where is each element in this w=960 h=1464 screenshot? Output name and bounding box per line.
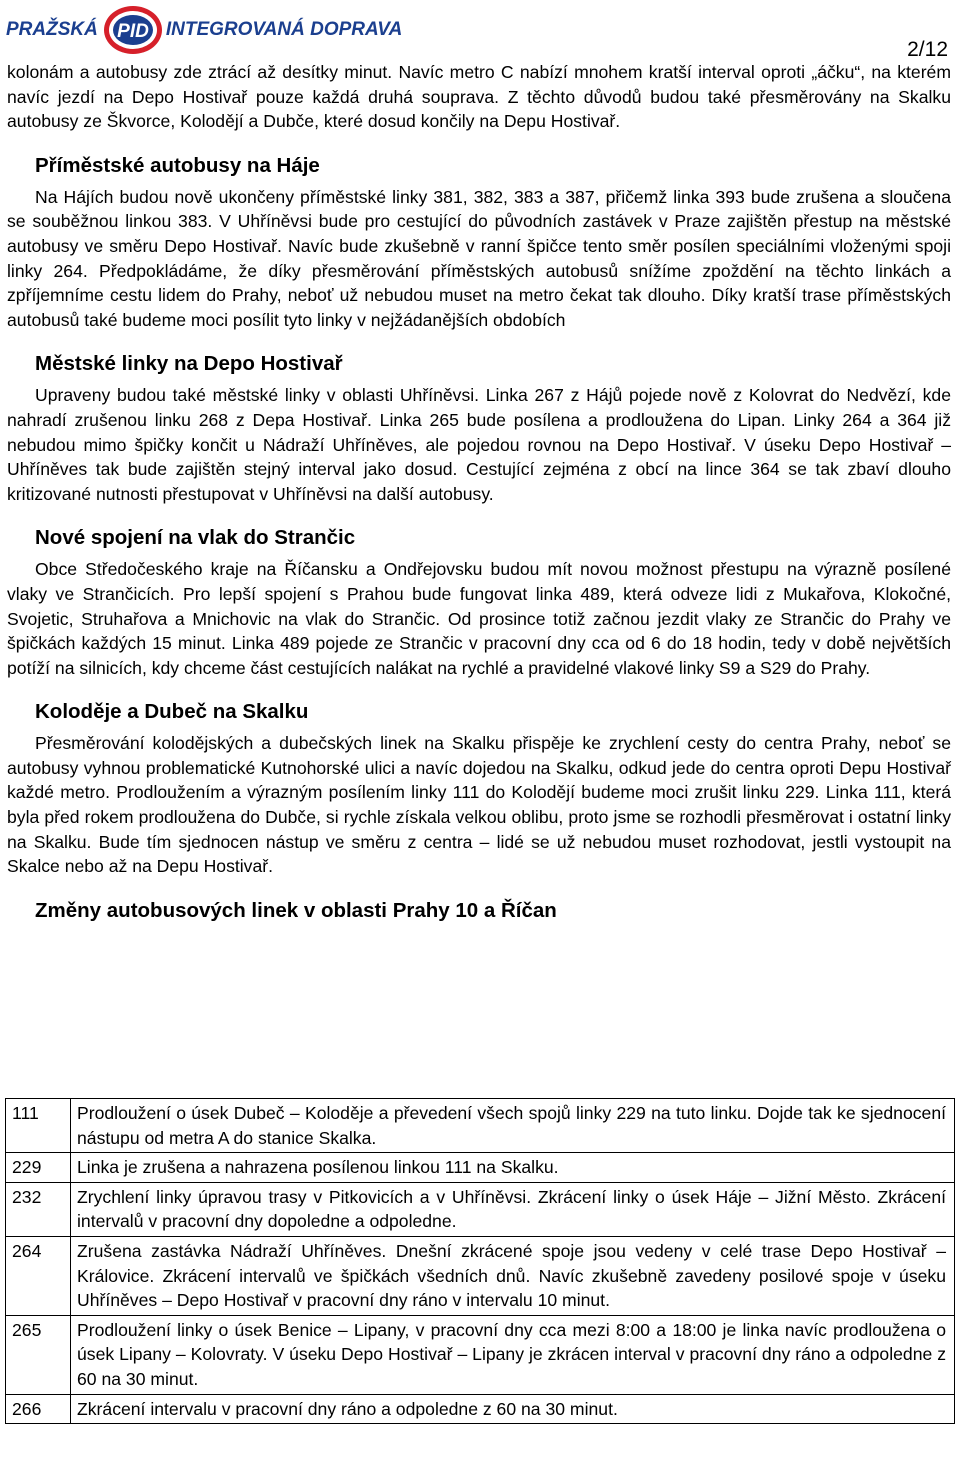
intro-paragraph: kolonám a autobusy zde ztrácí až desítky minut. Navíc metro C nabízí mnohem kratší interval oproti „áčku“, na kterém navíc jezdí na Depo Hostivař pouze každá druhá souprava. Z těchto důvodů budou také přesměrovány na Skalku autobusy ze Škvorce, Kolodějí a Dubče, které dosud končily na Depu Hostivař. (7, 62, 951, 132)
section-heading-mestske: Městské linky na Depo Hostivař (35, 352, 343, 376)
document-body (7, 60, 951, 924)
section-text-primestske: Na Hájích budou nově ukončeny příměstské linky 381, 382, 383 a 387, přičemž linka 393 bude zrušena a sloučena se souběžnou linkou 383. V Uhříněvsi bude pro cestující do původních zastávek v Praze zajištěn přestup na městské autobusy ve směru Depo Hostivař. Navíc bude zkušebně v ranní špičce tento směr posílen speciálními vloženými spoji linky 264. Předpokládáme, že díky přesměrování příměstských autobusů snížíme zpoždění na těchto linkách a zpříjemníme cestu lidem do Prahy, neboť už nebudou muset na metro čekat tak dlouho. Díky kratší trase příměstských autobusů také budeme moci posílit tyto linky v nejžádanějších obdobích (7, 186, 951, 330)
table-row (6, 1153, 955, 1183)
line-number: 111 (6, 1099, 71, 1153)
table-row (6, 1182, 955, 1236)
logo-text-right: INTEGROVANÁ DOPRAVA (165, 19, 403, 40)
line-description: Prodloužení o úsek Dubeč – Koloděje a převedení všech spojů linky 229 na tuto linku. Dojde tak ke sjednocení nástupu od metra A do stanice Skalka. (71, 1099, 955, 1153)
line-description: Zrychlení linky úpravou trasy v Pitkovicích a v Uhříněvsi. Zkrácení linky o úsek Háje – Jižní Město. Zkrácení intervalů v pracovní dny dopoledne a odpoledne. (71, 1182, 955, 1236)
line-number: 232 (6, 1182, 71, 1236)
section-text-kolodeje: Přesměrování kolodějských a dubečských linek na Skalku přispěje ke zrychlení cesty do centra Prahy, neboť se autobusy vyhnou problematické Kutnohorské ulici a navíc dojedou na Skalku, odkud jede do centra oproti Depu Hostivař každé metro. Prodloužením a výrazným posílením linky 111 do Kolodějí budeme moci zrušit linku 229. Linka 111, která byla před rokem prodloužena do Dubče, si rychle získala velkou oblibu, proto jsme se rozhodli přesměrovat i ostatní linky na Skalku. Bude tím sjednocen nástup ve směru z centra – lidé se už nebudou muset rozhodovat, jestli vystoupit na Skalce nebo až na Depu Hostivař. (7, 733, 951, 877)
page-number: 2/12 (907, 38, 948, 61)
section-text-strancice: Obce Středočeského kraje na Říčansku a Ondřejovsku budou mít novou možnost přestupu na výrazně posílené vlaky ve Strančicích. Pro lepší spojení s Prahou bude fungovat linka 489, která odveze lidi z Mukařova, Klokočné, Svojetic, Struhařova a Mnichovic na vlak do Strančic. Od prosince totiž začnou jezdit vlaky ze Strančic do Prahy ve špičkách každých 15 minut. Linka 489 pojede ze Strančic v pracovní dny cca od 6 do 18 hodin, tedy v době největších potíží na silnicích, kdy chceme část cestujících nalákat na rychlé a pravidelné vlakové linky S9 a S29 do Prahy. (7, 559, 951, 678)
line-description: Zkrácení intervalu v pracovní dny ráno a odpoledne z 60 na 30 minut. (71, 1394, 955, 1424)
table-row (6, 1236, 955, 1315)
line-number: 229 (6, 1153, 71, 1183)
table-row (6, 1099, 955, 1153)
table-row (6, 1394, 955, 1424)
line-number: 265 (6, 1315, 71, 1394)
line-changes-table (5, 1098, 955, 1424)
line-description: Linka je zrušena a nahrazena posílenou linkou 111 na Skalku. (71, 1153, 955, 1183)
line-number: 264 (6, 1236, 71, 1315)
section-heading-kolodeje: Koloděje a Dubeč na Skalku (35, 700, 309, 724)
table-row (6, 1315, 955, 1394)
page-header (0, 0, 960, 60)
table-heading: Změny autobusových linek v oblasti Prahy 10 a Říčan (35, 898, 557, 922)
section-text-mestske: Upraveny budou také městské linky v oblasti Uhříněvsi. Linka 267 z Hájů pojede nově z Kolovrat do Nedvězí, kde nahradí zrušenou linku 268 z Depa Hostivař. Linka 265 bude posílena a prodloužena do Lipan. Linky 264 a 364 již nebudou mimo špičky končit u Nádraží Uhříněves, ale pojedou rovnou na Depo Hostivař. V úseku Depo Hostivař – Uhříněves tak bude zajištěn stejný interval jako dosud. Cestující zejména z obcí na lince 364 se tak zbaví dlouho kritizované nutnosti přestupovat v Uhříněvsi na další autobusy. (7, 385, 951, 504)
pid-logo (6, 4, 402, 56)
section-heading-primestske: Příměstské autobusy na Háje (35, 153, 320, 177)
logo-text-left: PRAŽSKÁ (6, 19, 98, 40)
line-description: Prodloužení linky o úsek Benice – Lipany, v pracovní dny cca mezi 8:00 a 18:00 je linka navíc prodloužena o úsek Lipany – Kolovraty. V úseku Depo Hostivař – Lipany je zkrácen interval v pracovní dny ráno a odpoledne z 60 na 30 minut. (71, 1315, 955, 1394)
section-heading-strancice: Nové spojení na vlak do Strančic (35, 526, 356, 550)
line-description: Zrušena zastávka Nádraží Uhříněves. Dnešní zkrácené spoje jsou vedeny v celé trase Depo Hostivař – Královice. Zkrácení intervalů ve špičkách všedních dnů. Navíc zkušebně zavedeny posilové spoje v úseku Uhříněves – Depo Hostivař v pracovní dny ráno v intervalu 10 minut. (71, 1236, 955, 1315)
pid-logo-icon (102, 4, 164, 56)
line-number: 266 (6, 1394, 71, 1424)
logo-mark-text: PID (117, 21, 149, 42)
